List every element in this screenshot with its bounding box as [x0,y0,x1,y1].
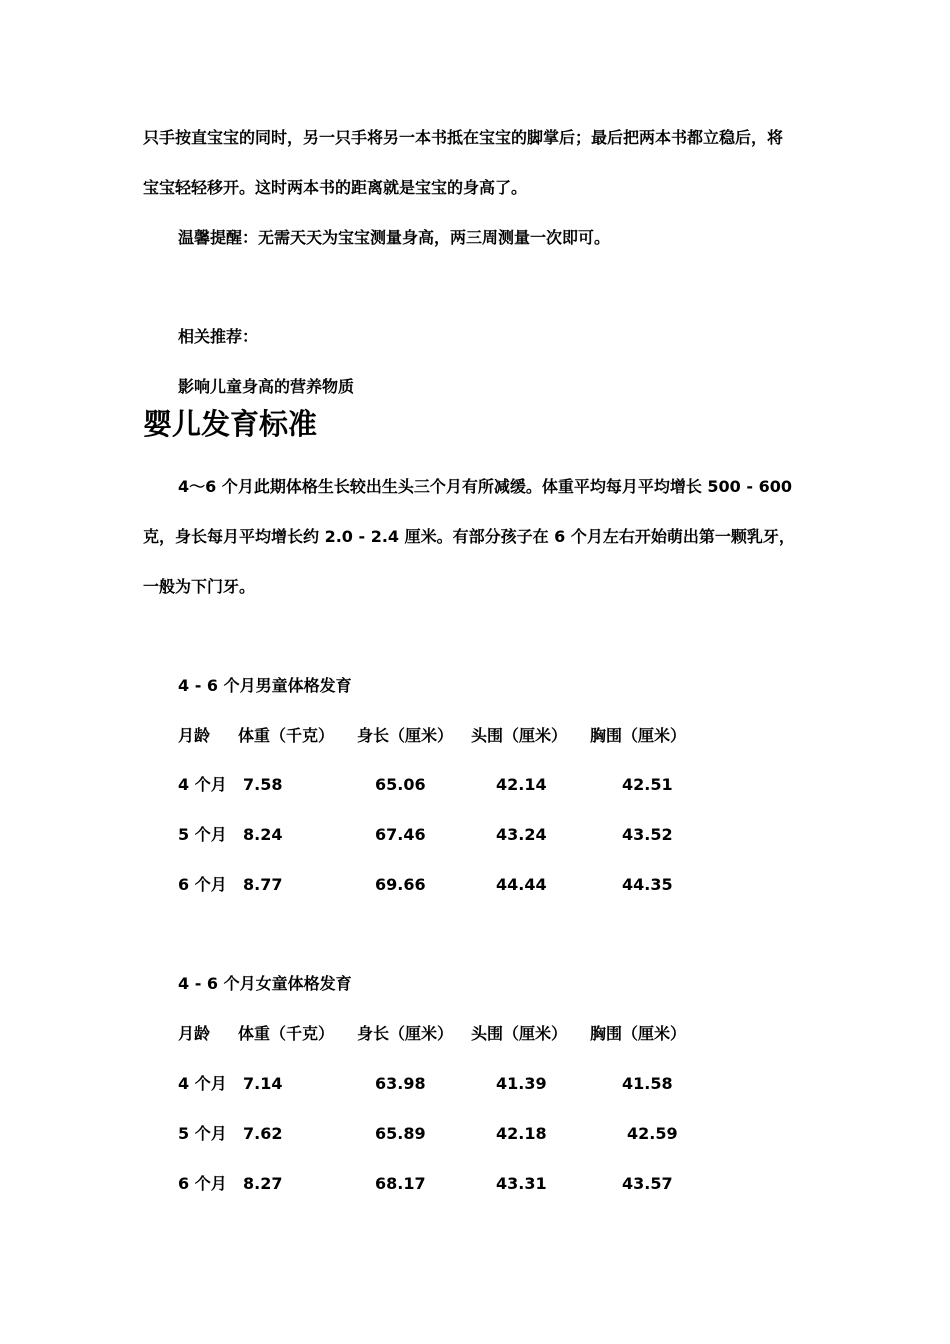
boys-row1-length: 65.06 [375,775,426,794]
boys-header-weight: 体重（千克） [238,726,335,745]
boys-row2-length: 67.46 [375,825,426,844]
intro-line-2: 宝宝轻轻移开。这时两本书的距离就是宝宝的身高了。 [143,178,528,197]
girls-row3-head: 43.31 [496,1174,547,1193]
boys-row1-chest: 42.51 [622,775,673,794]
girls-row1-age: 4 个月 [178,1074,227,1093]
boys-row1-weight: 7.58 [243,775,283,794]
girls-row1-length: 63.98 [375,1074,426,1093]
boys-header-chest: 胸围（厘米） [590,726,687,745]
girls-header-age: 月龄 [178,1024,211,1043]
girls-row2-weight: 7.62 [243,1124,283,1143]
boys-table-title: 4 - 6 个月男童体格发育 [178,676,352,695]
girls-row3-age: 6 个月 [178,1174,227,1193]
boys-row2-weight: 8.24 [243,825,283,844]
section-para-line-3: 一般为下门牙。 [143,577,256,596]
girls-header-chest: 胸围（厘米） [590,1024,687,1043]
boys-row3-age: 6 个月 [178,875,227,894]
boys-row2-head: 43.24 [496,825,547,844]
boys-header-head: 头围（厘米） [471,726,568,745]
girls-header-head: 头围（厘米） [471,1024,568,1043]
girls-table-title: 4 - 6 个月女童体格发育 [178,974,352,993]
girls-row3-length: 68.17 [375,1174,426,1193]
section-para-line-2: 克，身长每月平均增长约 2.0 - 2.4 厘米。有部分孩子在 6 个月左右开始萌出第一颗乳牙， [143,527,795,546]
boys-header-length: 身长（厘米） [357,726,454,745]
related-link[interactable]: 影响儿童身高的营养物质 [178,377,355,396]
section-title: 婴儿发育标准 [143,407,318,441]
boys-row1-age: 4 个月 [178,775,227,794]
boys-row3-head: 44.44 [496,875,547,894]
girls-header-length: 身长（厘米） [357,1024,454,1043]
girls-row1-weight: 7.14 [243,1074,283,1093]
girls-row2-chest: 42.59 [627,1124,678,1143]
girls-row1-head: 41.39 [496,1074,547,1093]
boys-row3-chest: 44.35 [622,875,673,894]
girls-row1-chest: 41.58 [622,1074,673,1093]
girls-row3-weight: 8.27 [243,1174,283,1193]
boys-row3-weight: 8.77 [243,875,283,894]
boys-row2-age: 5 个月 [178,825,227,844]
girls-row2-age: 5 个月 [178,1124,227,1143]
boys-row2-chest: 43.52 [622,825,673,844]
boys-header-age: 月龄 [178,726,211,745]
related-label: 相关推荐： [178,327,259,346]
intro-line-1: 只手按直宝宝的同时，另一只手将另一本书抵在宝宝的脚掌后；最后把两本书都立稳后，将 [143,128,784,147]
girls-row2-head: 42.18 [496,1124,547,1143]
girls-header-weight: 体重（千克） [238,1024,335,1043]
boys-row3-length: 69.66 [375,875,426,894]
girls-row2-length: 65.89 [375,1124,426,1143]
girls-row3-chest: 43.57 [622,1174,673,1193]
section-para-line-1: 4～6 个月此期体格生长较出生头三个月有所减缓。体重平均每月平均增长 500 - 600 [178,477,792,496]
boys-row1-head: 42.14 [496,775,547,794]
tip-text: 温馨提醒：无需天天为宝宝测量身高，两三周测量一次即可。 [178,228,611,247]
